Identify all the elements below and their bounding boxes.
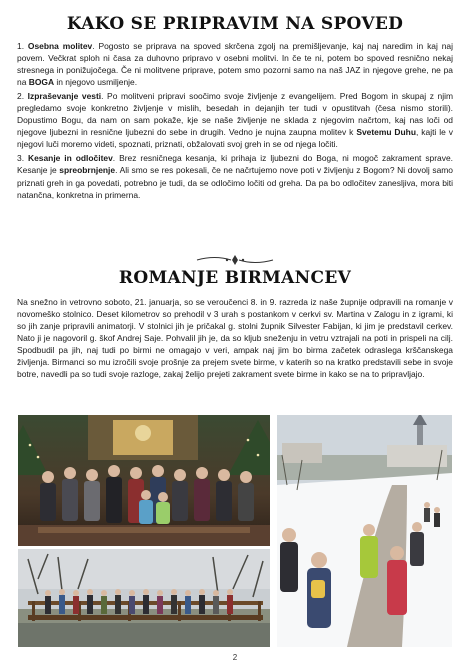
- item-text: in njegovo usmiljenje.: [54, 77, 138, 88]
- item-number: 2.: [17, 91, 25, 102]
- church-group-image: [18, 415, 270, 546]
- page-number: 2: [232, 653, 238, 662]
- spoved-article: [17, 40, 453, 203]
- divider-ornament: [195, 254, 275, 266]
- item-text: . Po molitveni pripravi soočimo svoje življenje z evangelijem. Pred Bogom in skupaj z njim pregledamo svoje konkretno življenje v mislih, besedah in dejanjih ter tudi v opustitvah (česa nismo storili). Dopustimo Bogu, da nam on sam pokaže, kje se naše življenje ne sklada z njegovim načrtom, kaj nas loči od njegove ljubezni in resnične ljubezni do sebe in drugih. Vedno je nujna zaupna molitev k: [17, 91, 453, 138]
- item-number: 3.: [17, 153, 25, 164]
- item-heading: Osebna molitev: [27, 41, 93, 51]
- item-heading: Kesanje in odločitev: [28, 153, 113, 164]
- item-heading: Izpraševanje vesti: [27, 91, 102, 102]
- item-emphasis: spreobrnjenje: [59, 165, 116, 176]
- section-title-romanje: ROMANJE BIRMANCEV: [118, 268, 352, 288]
- photo-snow-walk: [277, 415, 452, 647]
- photo-church-group: [18, 415, 270, 546]
- spoved-item-3: [17, 152, 453, 200]
- romanje-body: Na snežno in vetrovno soboto, 21. januarja, so se veroučenci 8. in 9. razreda iz naše župnije odpravili na romanje v novomeško stolnico. Deset kilometrov so prehodil v 3 urah s postankom v cerkvi sv. Martina v Zalogu in z igrami, ki so jih zanje pripravili animatorji. V stolnici jih je pričakal g. stolni župnik Silvester Fabijan, ki jim je predstavil cerkev. Nato ji je nagovoril g. škof Andrej Saje. Pohvalil jih je, da so kljub sneženju in vetru vztrajali na poti in prispeli na cilj. Spodbudil pa jih, naj tudi po birmi ne omagajo v veri, ampak naj jim bo birma začetek odraslega krščanskega življenja. Birmanci so mu izročili svoje prošnje za prejem svete birme, v katerih so na kratko predstavili sebe in svoje botre, navedli pa so tudi svoje razloge, zakaj želijo prejeti zakrament svete birme in kako se na to pripravljajo.: [17, 297, 453, 380]
- item-number: 1.: [17, 41, 25, 51]
- section-title-spoved: KAKO SE PRIPRAVIM NA SPOVED: [66, 14, 404, 34]
- spoved-item-1: [17, 40, 453, 88]
- item-text: . Pogosto se priprava na spoved skrčena zgolj na premišljevanje, kaj naj naredim in kaj naj povem. Večkrat sploh ni časa za duhovno pripravo v osebni molitvi. In če te ni, potem bo spoved resnično nekaj stresnega in ponižujočega. Če ni molitvene priprave, potem smo pozorni samo na naš JAZ in njegove grehe, ne pa na: [17, 41, 453, 88]
- romanje-article: [17, 296, 453, 382]
- item-text: . Ali smo se res pokesali, če ne načrtujemo nove poti v življenju z Bogom? Ni dovolj samo priznati greh in ga povedati, potrebno je tudi, da se odločimo ločiti od greha. Da pa bo odločitev zanesljiva, mora biti natančna, konkretna in primerna.: [17, 165, 454, 200]
- snow-walk-image: [277, 415, 452, 647]
- item-text: . Brez resničnega kesanja, ki prihaja iz ljubezni do Boga, ni mogoč zakrament sprave. Kesanje je: [17, 153, 453, 176]
- item-text: , kajti le v njegovi luči moremo videti, spoznati, priznati, obžalovati svoj greh in se od njega ločiti.: [17, 127, 453, 150]
- bridge-group-image: [18, 549, 270, 647]
- item-emphasis: BOGA: [28, 77, 55, 88]
- photo-bridge-group: [18, 549, 270, 647]
- item-emphasis: Svetemu Duhu: [356, 127, 416, 138]
- spoved-item-2: [17, 90, 453, 150]
